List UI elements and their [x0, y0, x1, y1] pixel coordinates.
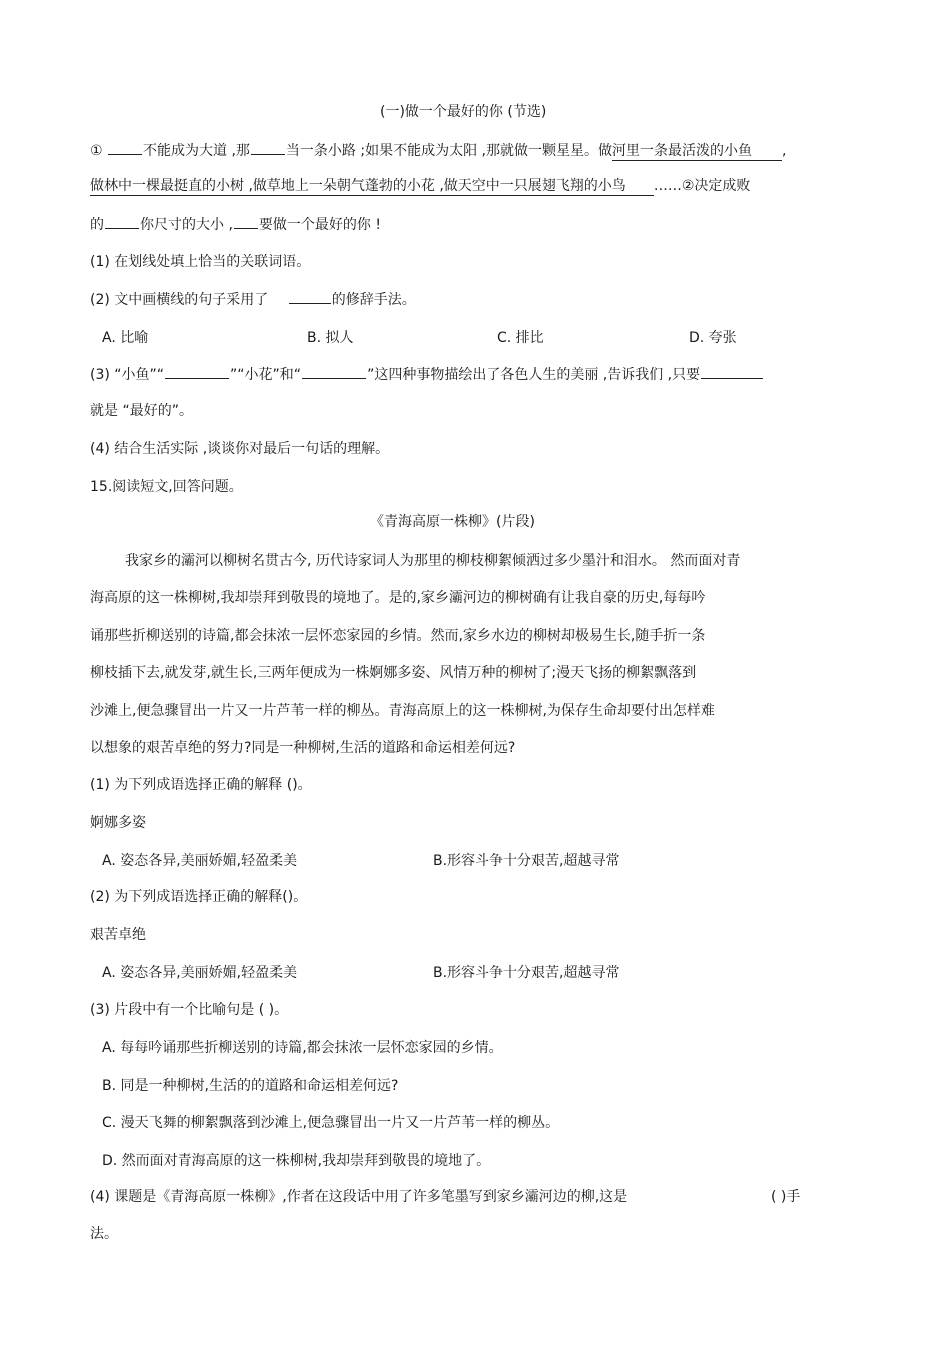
q15-sub3-option-d[interactable]: D. 然而面对青海高原的这一株柳树,我却崇拜到敬畏的境地了。: [102, 1153, 491, 1169]
q15-sub2: (2) 为下列成语选择正确的解释()。: [90, 889, 308, 905]
q15-sub4-end: 法。: [90, 1226, 118, 1242]
text: 要做一个最好的你 !: [258, 217, 381, 233]
text: 当一条小路 ;如果不能成为太阳 ,那就做一颗星星。做: [285, 143, 612, 159]
text: 你尺寸的大小 ,: [140, 217, 233, 233]
q15-passage-line: 诵那些折柳送别的诗篇,都会抹浓一层怀恋家园的乡情。然而,家乡水边的柳树却极易生长,随手折一条: [90, 628, 706, 644]
circle-number: ①: [90, 143, 103, 159]
q15-sub1: (1) 为下列成语选择正确的解释 ()。: [90, 777, 312, 793]
text: ,: [782, 143, 787, 159]
q15-passage-line: 我家乡的灞河以柳树名贯古今, 历代诗家词人为那里的柳枝柳絮倾洒过多少墨汁和泪水。 然而面对青: [125, 553, 741, 569]
option-a[interactable]: A. 比喻: [102, 330, 149, 346]
underlined-sentence: 河里一条最活泼的小鱼: [612, 143, 782, 161]
q15-sub3-option-a[interactable]: A. 每每吟诵那些折柳送别的诗篇,都会抹浓一层怀恋家园的乡情。: [102, 1040, 503, 1056]
underlined-sentence: 做林中一棵最挺直的小树 ,做草地上一朵朝气蓬勃的小花 ,做天空中一只展翅飞翔的小鸟: [90, 178, 654, 196]
q15-sub1-option-b[interactable]: B.形容斗争十分艰苦,超越寻常: [433, 853, 620, 869]
q15-sub2-option-b[interactable]: B.形容斗争十分艰苦,超越寻常: [433, 965, 620, 981]
passage1-line1: [90, 142, 786, 160]
q15-sub4-paren[interactable]: ( )手: [771, 1189, 801, 1205]
blank-3[interactable]: [105, 216, 139, 229]
text: (2) 文中画横线的句子采用了: [90, 292, 269, 308]
question-1: (1) 在划线处填上恰当的关联词语。: [90, 254, 311, 270]
text: 的修辞手法。: [331, 292, 416, 308]
option-c[interactable]: C. 排比: [497, 330, 544, 346]
question-3: [90, 366, 764, 384]
question-4: (4) 结合生活实际 ,谈谈你对最后一句话的理解。: [90, 441, 390, 457]
blank-8[interactable]: [701, 366, 763, 379]
q15-sub3-option-b[interactable]: B. 同是一种柳树,生活的的道路和命运相差何远?: [102, 1078, 399, 1094]
q15-passage-title: 《青海高原一株柳》(片段): [370, 514, 535, 530]
blank-7[interactable]: [302, 366, 366, 379]
q15-sub3-option-c[interactable]: C. 漫天飞舞的柳絮飘落到沙滩上,便急骤冒出一片又一片芦苇一样的柳丛。: [102, 1115, 560, 1131]
passage1-line2: [90, 178, 750, 195]
text: 不能成为大道 ,那: [143, 143, 250, 159]
blank-6[interactable]: [165, 366, 229, 379]
option-d[interactable]: D. 夸张: [689, 330, 737, 346]
q15-passage-line: 海高原的这一株柳树,我却崇拜到敬畏的境地了。是的,家乡灞河边的柳树确有让我自豪的历史,每每吟: [90, 590, 706, 606]
blank-1[interactable]: [108, 142, 142, 155]
passage1-title: (一)做一个最好的你 (节选): [380, 104, 547, 120]
text: 的: [90, 217, 104, 233]
q15-passage-line: 以想象的艰苦卓绝的努力?同是一种柳树,生活的道路和命运相差何远?: [90, 740, 516, 756]
q15-idiom2: 艰苦卓绝: [90, 927, 146, 943]
option-b[interactable]: B. 拟人: [307, 330, 354, 346]
blank-5[interactable]: [289, 291, 331, 304]
text: (3) “小鱼”“: [90, 367, 165, 383]
q15-sub1-option-a[interactable]: A. 姿态各异,美丽娇媚,轻盈柔美: [102, 853, 298, 869]
passage1-line3: [90, 216, 381, 234]
text: ”“小花”和“: [230, 367, 302, 383]
blank-4[interactable]: [234, 216, 258, 229]
question-2: [90, 291, 416, 309]
q15-sub4: (4) 课题是《青海高原一株柳》,作者在这段话中用了许多笔墨写到家乡灞河边的柳,这是: [90, 1189, 628, 1205]
text: ……②决定成败: [653, 178, 751, 194]
q15-passage-line: 柳枝插下去,就发芽,就生长,三两年便成为一株婀娜多姿、风情万种的柳树了;漫天飞扬的柳絮飘落到: [90, 665, 697, 681]
text: ”这四种事物描绘出了各色人生的美丽 ,告诉我们 ,只要: [367, 367, 701, 383]
q15-sub2-option-a[interactable]: A. 姿态各异,美丽娇媚,轻盈柔美: [102, 965, 298, 981]
q15-passage-line: 沙滩上,便急骤冒出一片又一片芦苇一样的柳丛。青海高原上的这一株柳树,为保存生命却要付出怎样难: [90, 703, 715, 719]
q15-sub3: (3) 片段中有一个比喻句是 ( )。: [90, 1002, 289, 1018]
q15-idiom1: 婀娜多姿: [90, 815, 146, 831]
blank-2[interactable]: [251, 142, 285, 155]
question-15-heading: 15.阅读短文,回答问题。: [90, 479, 243, 495]
question-3-cont: 就是 “最好的”。: [90, 403, 193, 419]
